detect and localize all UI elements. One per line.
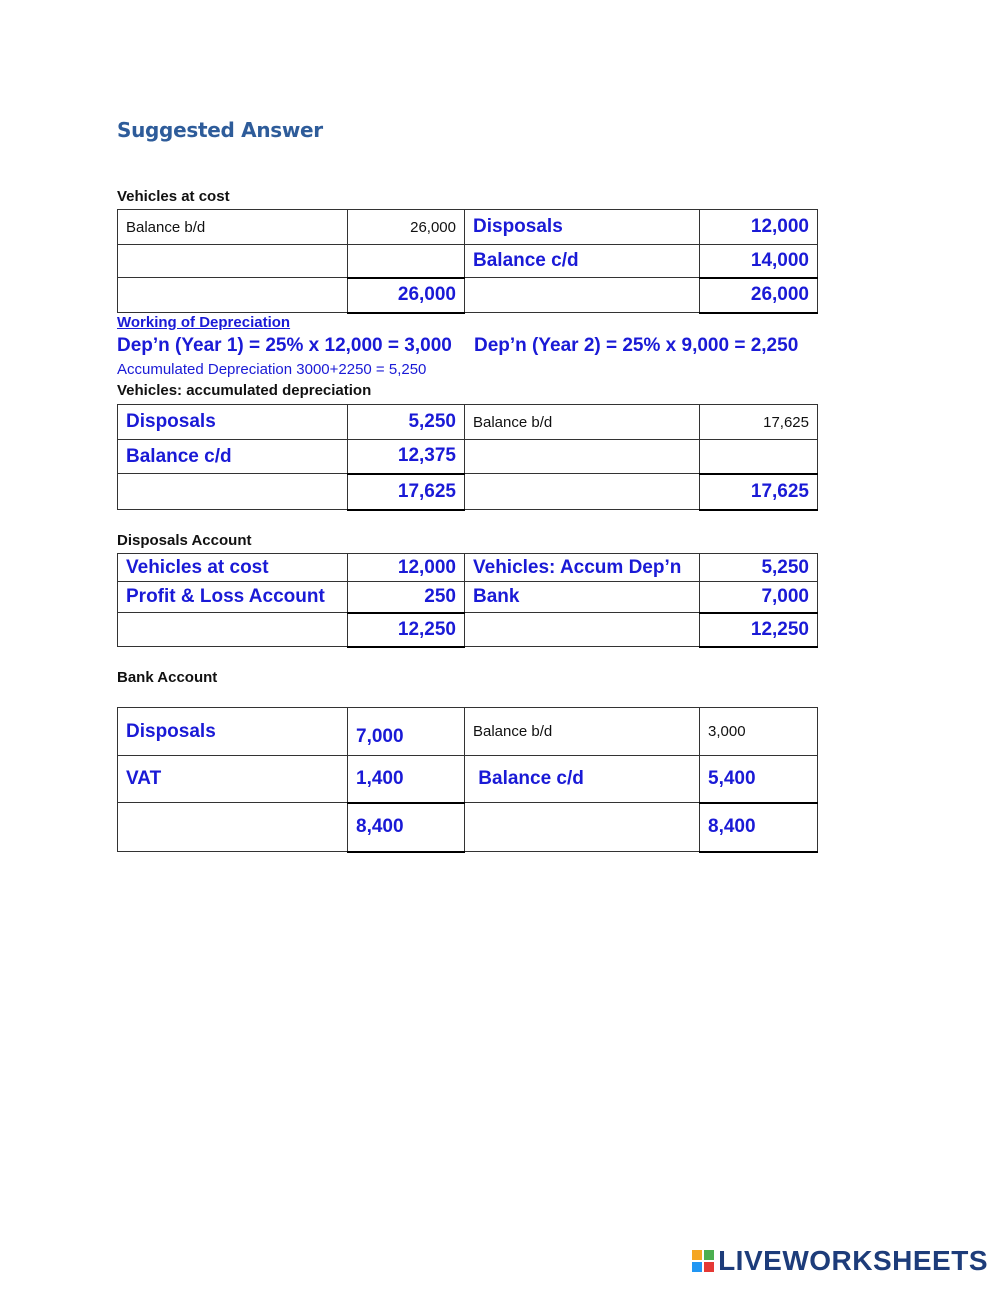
logo-mark-icon (692, 1250, 714, 1272)
cell: 12,375 (348, 440, 465, 474)
cell: 5,400 (700, 756, 818, 803)
cell (465, 474, 700, 510)
table-row (118, 582, 818, 613)
cell: 3,000 (700, 708, 818, 756)
cell (118, 474, 348, 510)
table-row (118, 554, 818, 582)
cell: Vehicles at cost (118, 554, 348, 582)
table-row (118, 474, 818, 510)
accum-dep-label: Vehicles: accumulated depreciation (117, 382, 372, 399)
cell: 12,000 (348, 554, 465, 582)
total-cell: 8,400 (348, 803, 465, 852)
total-cell: 26,000 (348, 278, 465, 313)
cell (465, 803, 700, 852)
table-row (118, 708, 818, 756)
cell: 17,625 (700, 405, 818, 440)
logo-text: LIVEWORKSHEETS (718, 1245, 988, 1276)
cell: Vehicles: Accum Dep’n (465, 554, 700, 582)
bank-label: Bank Account (117, 669, 218, 686)
cell: Balance b/d (465, 405, 700, 440)
disposals-table (117, 553, 818, 648)
disposals-label: Disposals Account (117, 532, 252, 549)
cell: 7,000 (700, 582, 818, 613)
total-cell: 12,250 (700, 613, 818, 647)
cell (118, 245, 348, 278)
table-row (118, 210, 818, 245)
cell (118, 278, 348, 313)
cell (465, 278, 700, 313)
table-row (118, 803, 818, 852)
cell: Disposals (118, 405, 348, 440)
accum-dep-table (117, 404, 818, 511)
table-row (118, 756, 818, 803)
bank-table (117, 707, 818, 853)
table-row (118, 440, 818, 474)
cell: 5,250 (700, 554, 818, 582)
cell: Balance c/d (118, 440, 348, 474)
cell (118, 613, 348, 647)
cell: Balance b/d (118, 210, 348, 245)
cell: 26,000 (348, 210, 465, 245)
cell (465, 613, 700, 647)
cell: Profit & Loss Account (118, 582, 348, 613)
cell (700, 440, 818, 474)
vehicles-cost-table (117, 209, 818, 314)
cell: Disposals (465, 210, 700, 245)
working-link[interactable]: Working of Depreciation (117, 314, 291, 331)
cell: 12,000 (700, 210, 818, 245)
dep-year1: Dep’n (Year 1) = 25% x 12,000 = 3,000 (117, 335, 452, 356)
cell (465, 440, 700, 474)
cell: 5,250 (348, 405, 465, 440)
cell: Balance b/d (465, 708, 700, 756)
cell: VAT (118, 756, 348, 803)
cell: Balance c/d (465, 756, 700, 803)
total-cell: 17,625 (700, 474, 818, 510)
total-cell: 12,250 (348, 613, 465, 647)
cell: 250 (348, 582, 465, 613)
liveworksheets-logo[interactable] (692, 1245, 988, 1277)
cell: Disposals (118, 708, 348, 756)
dep-year2: Dep’n (Year 2) = 25% x 9,000 = 2,250 (474, 335, 799, 356)
cell: 14,000 (700, 245, 818, 278)
cell: Balance c/d (465, 245, 700, 278)
total-cell: 17,625 (348, 474, 465, 510)
cell: Bank (465, 582, 700, 613)
total-cell: 26,000 (700, 278, 818, 313)
cell (118, 803, 348, 852)
accumulated-depreciation: Accumulated Depreciation 3000+2250 = 5,250 (117, 361, 427, 378)
cell (348, 245, 465, 278)
table-row (118, 278, 818, 313)
table-row (118, 245, 818, 278)
table-row (118, 405, 818, 440)
vehicles-cost-label: Vehicles at cost (117, 188, 230, 205)
cell: 1,400 (348, 756, 465, 803)
cell: 7,000 (348, 708, 465, 756)
page-title: Suggested Answer (117, 118, 323, 142)
table-row (118, 613, 818, 647)
total-cell: 8,400 (700, 803, 818, 852)
